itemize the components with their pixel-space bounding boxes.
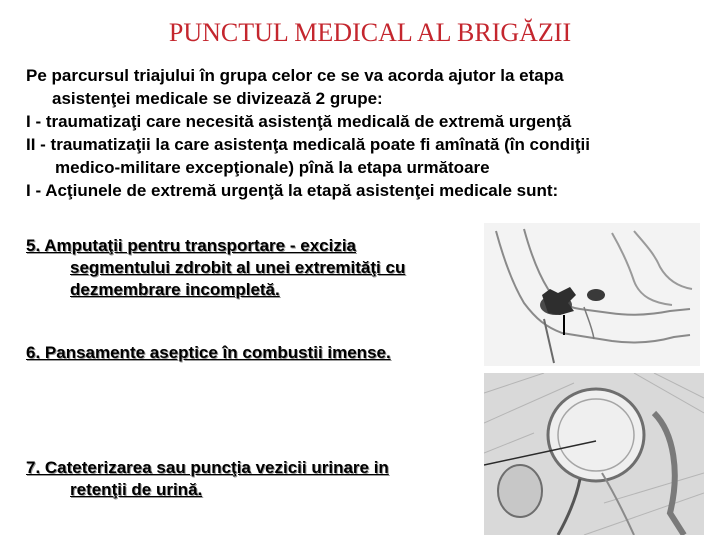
point-7-line: 7. Cateterizarea sau puncţia vezicii urinare in xyxy=(26,458,389,477)
point-6 xyxy=(26,342,391,364)
group-one-line: I - traumatizaţi care necesită asistenţă medicală de extremă urgenţă xyxy=(26,112,572,131)
bladder-catheter-illustration xyxy=(484,373,704,535)
point-7 xyxy=(26,457,389,501)
intro-line: asistenţei medicale se divizează 2 grupe: xyxy=(52,89,383,108)
intro-paragraph xyxy=(26,64,706,202)
point-7-line: retenţii de urină. xyxy=(70,480,203,499)
group-two-continuation: medico-militare excepţionale) pînă la etapa următoare xyxy=(55,158,490,177)
point-5-line: dezmembrare incompletă. xyxy=(70,280,280,299)
group-two-line: II - traumatizaţii la care asistenţa medicală poate fi amînată (în condiţii xyxy=(26,135,590,154)
point-5 xyxy=(26,235,405,301)
amputation-illustration xyxy=(484,223,700,366)
point-6-line: 6. Pansamente aseptice în combustii imense. xyxy=(26,343,391,362)
point-5-line: 5. Amputaţii pentru transportare - excizia xyxy=(26,236,356,255)
intro-line: Pe parcursul triajului în grupa celor ce se va acorda ajutor la etapa xyxy=(26,66,564,85)
page-title: PUNCTUL MEDICAL AL BRIGĂZII xyxy=(168,18,572,47)
actions-heading-line: I - Acţiunele de extremă urgenţă la etapă asistenţei medicale sunt: xyxy=(26,181,559,200)
point-5-line: segmentului zdrobit al unei extremităţi cu xyxy=(70,258,406,277)
